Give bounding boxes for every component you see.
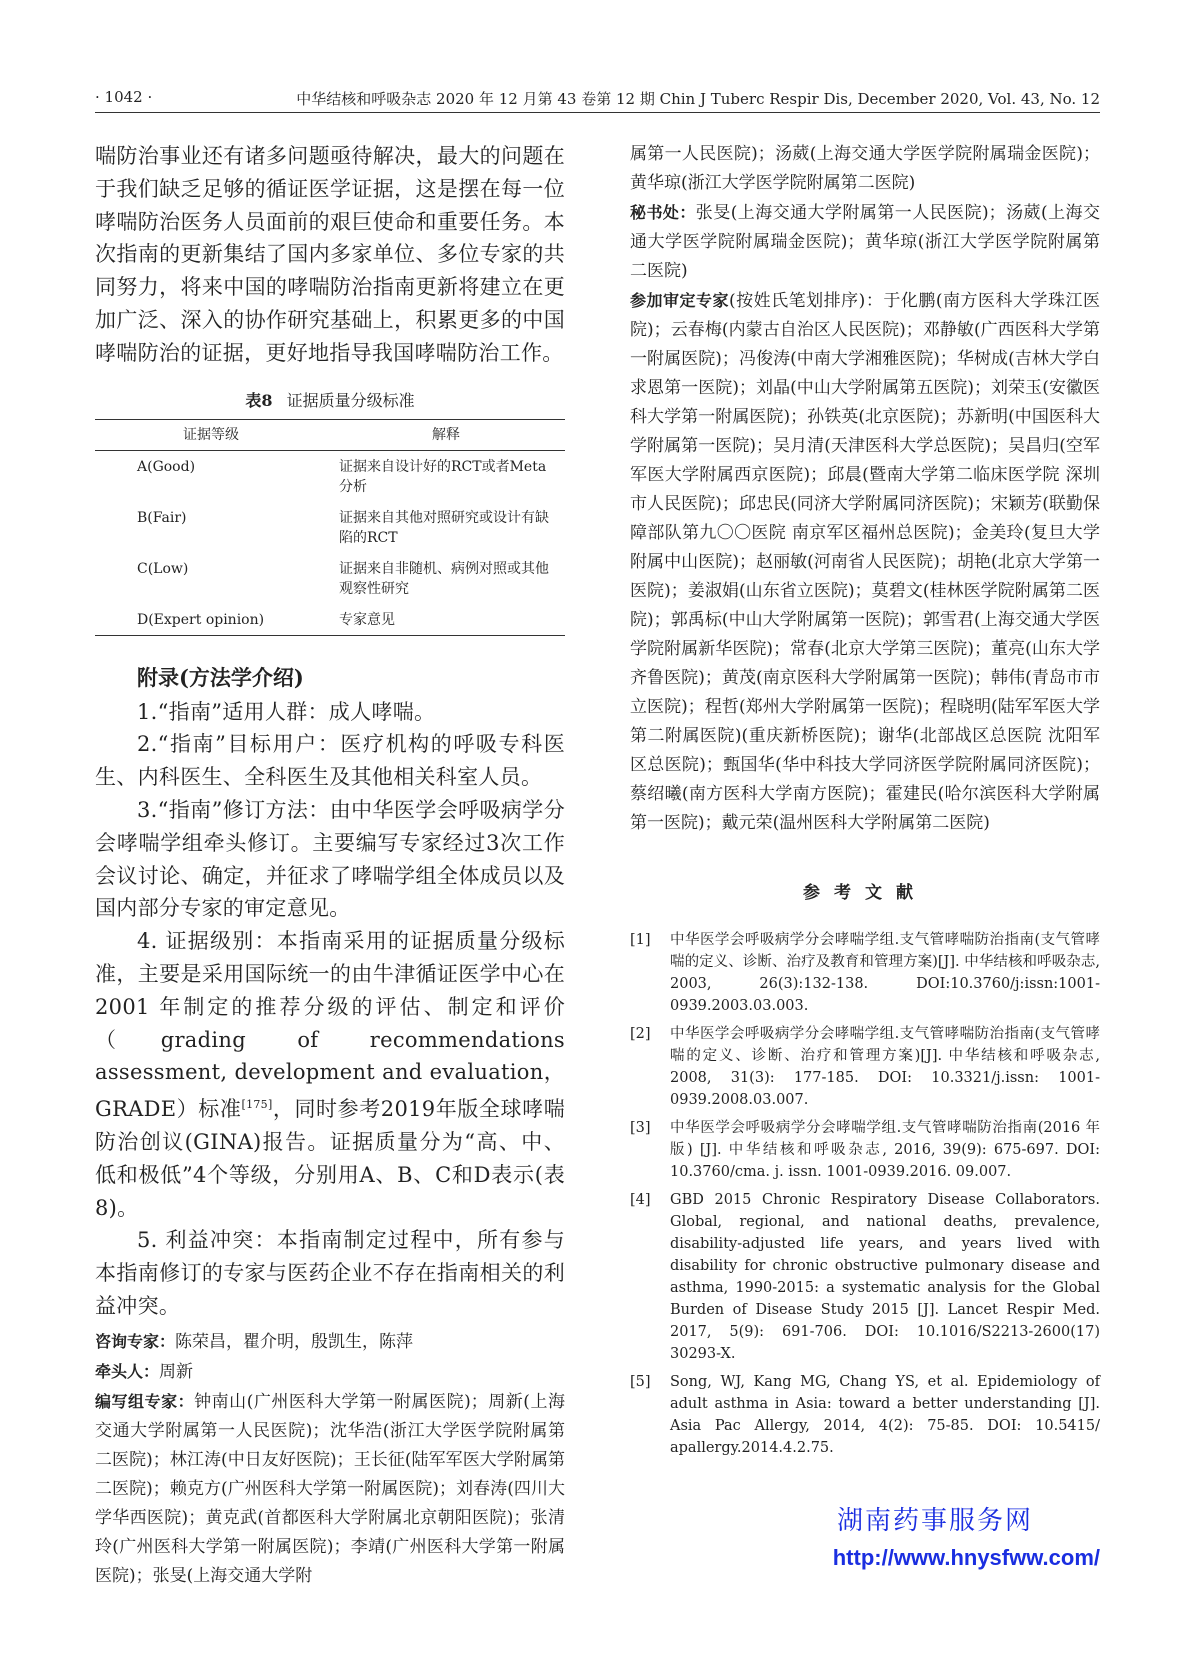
- evidence-grade-table: [95, 419, 565, 636]
- explanation-cell: 证据来自设计好的RCT或者Meta分析: [339, 458, 547, 495]
- review-experts: [630, 286, 1100, 838]
- lead-person: [95, 1357, 565, 1387]
- watermark-site-name: 湖南药事服务网: [836, 1506, 1033, 1536]
- consult-label: 咨询专家：: [95, 1331, 176, 1351]
- appendix-item-4: [95, 925, 565, 1224]
- reference-number: [2]: [630, 1026, 651, 1042]
- table-header-grade: 证据等级: [95, 419, 327, 450]
- lead-label: 牵头人：: [95, 1361, 160, 1381]
- reference-text: GBD 2015 Chronic Respiratory Disease Collaborators. Global, regional, and national deaths, prevalence, disability-adjusted life years, and years lived with disability for chronic obstructive pulmonary disease and asthma, 1990-2015: a systematic analysis for the Global Burden of Disease Study 2015 [J]. Lancet Respir Med. 2017, 5(9): 691-706. DOI: 10.1016/S2213-2600(17) 30293-X.: [670, 1192, 1100, 1362]
- explanation-cell: 专家意见: [327, 604, 565, 636]
- grade-cell: B(Fair): [137, 509, 187, 526]
- reference-number: [4]: [630, 1192, 651, 1208]
- table-row: [95, 553, 565, 604]
- table-title: 证据质量分级标准: [286, 390, 415, 410]
- table-caption: [95, 388, 565, 411]
- grade-cell: C(Low): [137, 560, 189, 577]
- writers-label: 编写组专家：: [95, 1391, 195, 1411]
- reference-number: [3]: [630, 1120, 651, 1136]
- reference-text: 中华医学会呼吸病学分会哮喘学组.支气管哮喘防治指南(支气管哮喘的定义、诊断、治疗和管理方案)[J]. 中华结核和呼吸杂志, 2008, 31(3): 177-185. DOI: 10.3321/j.issn: 1001-0939.2008.03.007.: [670, 1026, 1100, 1108]
- explanation-cell: 证据来自其他对照研究或设计有缺陷的RCT: [339, 509, 549, 546]
- explanation-cell: 证据来自非随机、病例对照或其他观察性研究: [339, 560, 549, 597]
- appendix-item-1: 1.“指南”适用人群：成人哮喘。: [137, 699, 436, 724]
- reference-text: 中华医学会呼吸病学分会哮喘学组.支气管哮喘防治指南(2016 年版) [J]. 中华结核和呼吸杂志, 2016, 39(9): 675-697. DOI: 10.3760/cma. j. issn. 1001-0939.2016. 09.007.: [670, 1120, 1100, 1180]
- table-row: [95, 450, 565, 502]
- references-heading: 参考文献: [803, 883, 927, 903]
- reference-text: Song, WJ, Kang MG, Chang YS, et al. Epidemiology of adult asthma in Asia: toward a better understanding [J]. Asia Pac Allergy, 2014, 4(2): 75-85. DOI: 10.5415/ apallergy.2014.4.2.75.: [670, 1374, 1100, 1456]
- table-row: [95, 604, 565, 636]
- reference-item: [630, 929, 1100, 1017]
- appendix-title: 附录(方法学介绍): [137, 664, 304, 690]
- intro-paragraph: 喘防治事业还有诸多问题亟待解决，最大的问题在于我们缺乏足够的循证医学证据，这是摆在每一位哮喘防治医务人员面前的艰巨使命和重要任务。本次指南的更新集结了国内多家单位、多位专家的共同努力，将来中国的哮喘防治指南更新将建立在更加广泛、深入的协作研究基础上，积累更多的中国哮喘防治的证据，更好地指导我国哮喘防治工作。: [95, 144, 565, 365]
- item-4-tail: ，同时参考2019年版全球哮喘防治创议(GINA)报告。证据质量分为“高、中、低和极低”4个等级，分别用A、B、C和D表示(表8)。: [95, 1097, 565, 1220]
- appendix-item-5: 5. 利益冲突：本指南制定过程中，所有参与本指南修订的专家与医药企业不存在指南相关的利益冲突。: [95, 1228, 565, 1318]
- reference-text: 中华医学会呼吸病学分会哮喘学组.支气管哮喘防治指南(支气管哮喘的定义、诊断、治疗及教育和管理方案)[J]. 中华结核和呼吸杂志, 2003, 26(3):132-138. DOI:10.3760/j:issn:1001-0939.2003.03.003.: [670, 932, 1100, 1014]
- reference-item: [630, 1371, 1100, 1459]
- site-watermark: [740, 1500, 1100, 1571]
- table-row: [95, 502, 565, 553]
- secretary-label: 秘书处：: [630, 203, 696, 222]
- grade-cell: A(Good): [137, 458, 196, 475]
- reviewers-label: 参加审定专家: [630, 291, 730, 310]
- writing-group-continued: 属第一人民医院)；汤葳(上海交通大学医学院附属瑞金医院)；黄华琼(浙江大学医学院附属第二医院): [630, 144, 1100, 193]
- secretary-names: 张旻(上海交通大学附属第一人民医院)；汤葳(上海交通大学医学院附属瑞金医院)；黄华琼(浙江大学医学院附属第二医院): [630, 203, 1100, 281]
- writing-group: [95, 1387, 565, 1591]
- writers-names: 钟南山(广州医科大学第一附属医院)；周新(上海交通大学附属第一人民医院)；沈华浩(浙江大学医学院附属第二医院)；林江涛(中日友好医院)；王长征(陆军军医大学附属第二医院)；赖克方(广州医科大学第一附属医院)；刘春涛(四川大学华西医院)；黄克武(首都医科大学附属北京朝阳医院)；张清玲(广州医科大学第一附属医院)；李靖(广州医科大学第一附属医院)；张旻(上海交通大学附: [95, 1391, 565, 1586]
- reviewers-names: (按姓氏笔划排序)：于化鹏(南方医科大学珠江医院)；云春梅(内蒙古自治区人民医院)；邓静敏(广西医科大学第一附属医院)；冯俊涛(中南大学湘雅医院)；华树成(吉林大学白求恩第一医院)；刘晶(中山大学附属第五医院)；刘荣玉(安徽医科大学第一附属医院)；孙铁英(北京医院)；苏新明(中国医科大学附属第一医院)；吴月清(天津医科大学总医院)；吴昌归(空军军医大学附属西京医院)；邱晨(暨南大学第二临床医学院 深圳市人民医院)；邱忠民(同济大学附属同济医院)；宋颖芳(联勤保障部队第九〇〇医院 南京军区福州总医院)；金美玲(复旦大学附属中山医院)；赵丽敏(河南省人民医院)；胡艳(北京大学第一医院)；姜淑娟(山东省立医院)；莫碧文(桂林医学院附属第二医院)；郭禹标(中山大学附属第一医院)；郭雪君(上海交通大学医学院附属新华医院)；常春(北京大学第三医院)；董亮(山东大学齐鲁医院)；黄茂(南京医科大学附属第一医院)；韩伟(青岛市市立医院)；程哲(郑州大学附属第一医院)；程晓明(陆军军医大学第二附属医院)(重庆新桥医院)；谢华(北部战区总医院 沈阳军区总医院)；甄国华(华中科技大学同济医学院附属同济医院)；蔡绍曦(南方医科大学南方医院)；霍建民(哈尔滨医科大学附属第一医院)；戴元荣(温州医科大学附属第二医院): [630, 291, 1100, 833]
- right-column: [630, 140, 1100, 1465]
- reference-number: [1]: [630, 932, 651, 948]
- consult-names: 陈荣昌，瞿介明，殷凯生，陈萍: [175, 1331, 414, 1352]
- running-header: [95, 84, 1100, 113]
- page-number: · 1042 ·: [95, 88, 153, 106]
- grade-cell: D(Expert opinion): [95, 604, 327, 636]
- reference-number: [5]: [630, 1374, 651, 1390]
- appendix-item-3: 3.“指南”修订方法：由中华医学会呼吸病学分会哮喘学组牵头修订。主要编写专家经过3次工作会议讨论、确定，并征求了哮喘学组全体成员以及国内部分专家的审定意见。: [95, 797, 565, 921]
- left-column: [95, 140, 565, 1591]
- reference-item: [630, 1117, 1100, 1183]
- reference-item: [630, 1023, 1100, 1111]
- appendix-item-2: 2.“指南”目标用户：医疗机构的呼吸专科医生、内科医生、全科医生及其他相关科室人员。: [95, 732, 565, 790]
- lead-name: 周新: [159, 1361, 194, 1382]
- table-header-row: [95, 419, 565, 450]
- table-header-explanation: 解释: [327, 419, 565, 450]
- secretariat: [630, 198, 1100, 286]
- citation-175[interactable]: [175]: [241, 1098, 273, 1112]
- watermark-url[interactable]: http://www.hnysfww.com/: [832, 1545, 1100, 1570]
- journal-citation: 中华结核和呼吸杂志 2020 年 12 月第 43 卷第 12 期 Chin J Tuberc Respir Dis, December 2020, Vol. 43, No. 12: [296, 90, 1100, 108]
- item-4-text: 4. 证据级别：本指南采用的证据质量分级标准，主要是采用国际统一的由牛津循证医学中心在2001 年制定的推荐分级的评估、制定和评价（grading of recommendations assessment, development and evaluation，GRADE）标准: [95, 929, 565, 1122]
- consult-experts: [95, 1327, 565, 1357]
- reference-item: [630, 1189, 1100, 1365]
- table-label: 表8: [245, 390, 273, 410]
